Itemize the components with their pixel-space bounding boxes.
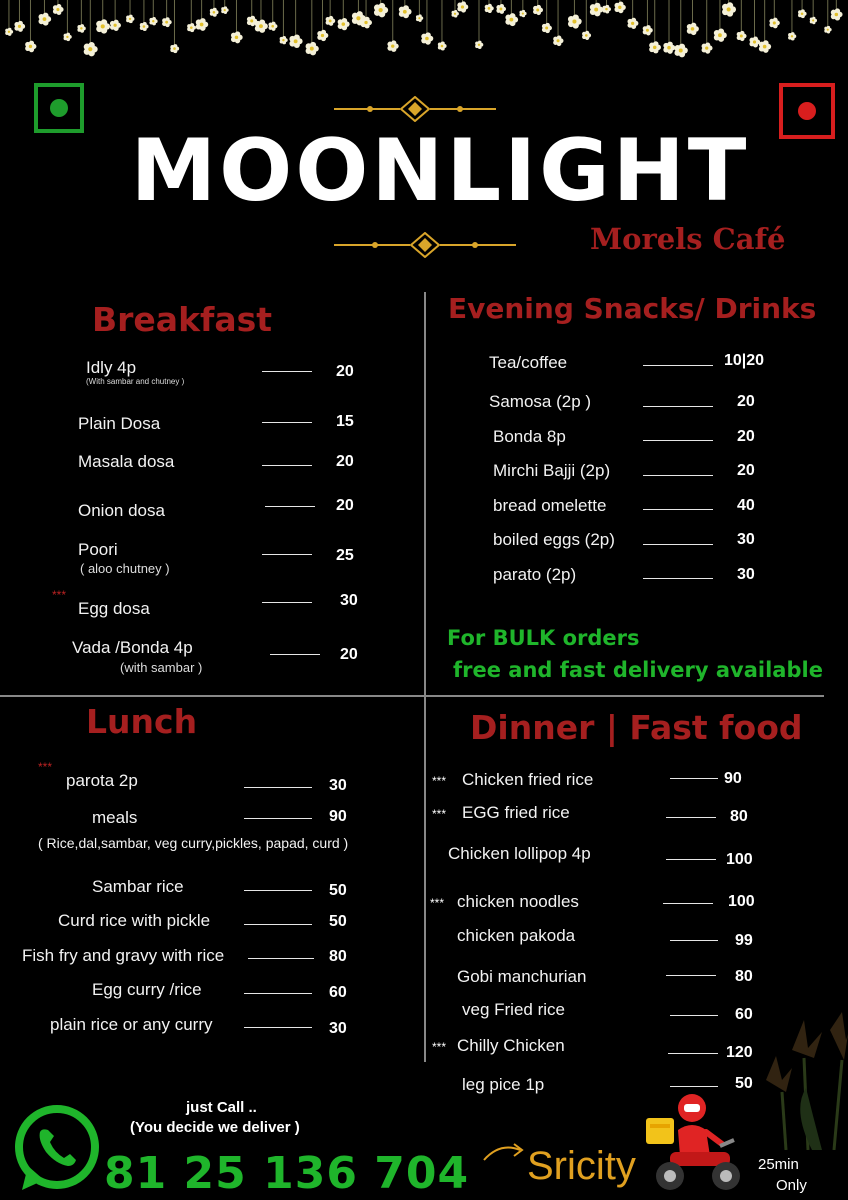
menu-item-price: 30 — [329, 1020, 347, 1037]
menu-item-price: 20 — [336, 497, 354, 514]
arrow-icon — [482, 1140, 526, 1164]
menu-item-name: Fish fry and gravy with rice — [22, 946, 225, 965]
call-tagline: (You decide we deliver ) — [130, 1119, 300, 1136]
price-leader — [643, 440, 713, 441]
menu-item-name: Chilly Chicken — [457, 1036, 565, 1055]
flower-decoration — [752, 1010, 848, 1150]
menu-item-price: 20 — [737, 393, 755, 410]
price-leader — [643, 509, 713, 510]
menu-item-name: Chicken fried rice — [462, 770, 594, 789]
menu-item-name: Onion dosa — [78, 501, 165, 520]
snacks-heading: Evening Snacks/ Drinks — [448, 292, 817, 325]
price-leader — [270, 654, 320, 655]
cafe-subtitle: Morels Café — [590, 222, 786, 256]
delivery-time: 25min — [758, 1156, 799, 1173]
menu-item-price: 100 — [728, 893, 755, 910]
dinner-heading: Dinner | Fast food — [470, 708, 803, 747]
menu-item-price: 30 — [737, 531, 755, 548]
section-divider — [0, 695, 824, 697]
menu-item-note: (with sambar ) — [120, 660, 203, 675]
meals-description: ( Rice,dal,sambar, veg curry,pickles, papad, curd ) — [38, 835, 349, 851]
menu-item-name: veg Fried rice — [462, 1000, 565, 1019]
menu-item-name: meals — [92, 808, 138, 827]
menu-item-price: 50 — [329, 913, 347, 930]
special-mark: *** — [432, 774, 447, 788]
menu-item-price: 20 — [737, 428, 755, 445]
special-mark: *** — [430, 896, 445, 910]
menu-item-price: 30 — [737, 566, 755, 583]
bulk-orders-line2: free and fast delivery available — [453, 658, 823, 682]
menu-item-price: 20 — [336, 453, 354, 470]
price-leader — [244, 924, 312, 925]
menu-item-price: 99 — [735, 932, 753, 949]
menu-item-name: Poori — [78, 540, 118, 559]
special-mark: *** — [38, 760, 53, 774]
price-leader — [643, 406, 713, 407]
price-leader — [244, 787, 312, 788]
column-divider — [424, 292, 426, 1062]
menu-item-price: 80 — [735, 968, 753, 985]
price-leader — [643, 365, 713, 366]
menu-item-name: plain rice or any curry — [50, 1015, 213, 1034]
menu-item-price: 100 — [726, 851, 753, 868]
menu-item-price: 60 — [735, 1006, 753, 1023]
menu-item-name: bread omelette — [493, 496, 607, 515]
price-leader — [643, 544, 713, 545]
menu-item-note: ( aloo chutney ) — [80, 561, 170, 576]
menu-item-price: 10|20 — [724, 352, 765, 369]
price-leader — [262, 465, 312, 466]
price-leader — [262, 602, 312, 603]
menu-item-name: Mirchi Bajji (2p) — [493, 461, 611, 480]
cafe-title: MOONLIGHT — [130, 121, 750, 221]
lunch-heading: Lunch — [86, 702, 198, 741]
menu-item-name: Idly 4p — [86, 358, 137, 377]
menu-item-price: 90 — [724, 770, 742, 787]
menu-item-price: 90 — [329, 808, 347, 825]
menu-item-price: 50 — [329, 882, 347, 899]
menu-item-name: chicken pakoda — [457, 926, 576, 945]
price-leader — [262, 422, 312, 423]
menu-item-price: 50 — [735, 1075, 753, 1092]
menu-item-name: Tea/coffee — [489, 353, 568, 372]
special-mark: *** — [52, 588, 67, 602]
menu-item-price: 20 — [336, 363, 354, 380]
menu-item-price: 20 — [340, 646, 358, 663]
delivery-scooter-icon — [640, 1090, 750, 1195]
menu-item-price: 120 — [726, 1044, 753, 1061]
menu-item-name: Samosa (2p ) — [489, 392, 592, 411]
price-leader — [643, 475, 713, 476]
menu-item-name: chicken noodles — [457, 892, 579, 911]
price-leader — [666, 817, 716, 818]
price-leader — [663, 903, 713, 904]
menu-item-name: parota 2p — [66, 771, 138, 790]
price-leader — [666, 859, 716, 860]
menu-item-name: Vada /Bonda 4p — [72, 638, 193, 657]
price-leader — [668, 1053, 718, 1054]
menu-item-price: 60 — [329, 984, 347, 1001]
price-leader — [244, 1027, 312, 1028]
price-leader — [265, 506, 315, 507]
menu-item-name: Gobi manchurian — [457, 967, 587, 986]
menu-item-name: Curd rice with pickle — [58, 911, 211, 930]
breakfast-heading: Breakfast — [92, 300, 273, 339]
price-leader — [262, 371, 312, 372]
menu-item-price: 25 — [336, 547, 354, 564]
location-brand: Sricity — [527, 1144, 636, 1188]
price-leader — [244, 818, 312, 819]
price-leader — [244, 890, 312, 891]
menu-item-name: Egg dosa — [78, 599, 150, 618]
menu-item-price: 15 — [336, 413, 354, 430]
veg-mark-icon — [34, 83, 84, 133]
menu-item-price: 40 — [737, 497, 755, 514]
price-leader — [670, 940, 718, 941]
menu-item-name: parato (2p) — [493, 565, 577, 584]
delivery-time-note: Only — [776, 1177, 807, 1194]
price-leader — [666, 975, 716, 976]
price-leader — [248, 958, 314, 959]
menu-item-name: Sambar rice — [92, 877, 184, 896]
price-leader — [670, 778, 718, 779]
menu-item-name: Egg curry /rice — [92, 980, 202, 999]
menu-item-price: 30 — [329, 777, 347, 794]
phone-number[interactable]: 81 25 136 704 — [104, 1148, 470, 1199]
menu-item-name: Bonda 8p — [493, 427, 566, 446]
menu-item-name: boiled eggs (2p) — [493, 530, 615, 549]
menu-item-price: 20 — [737, 462, 755, 479]
ornament-bottom — [330, 232, 520, 258]
price-leader — [643, 578, 713, 579]
call-prompt: just Call .. — [186, 1099, 257, 1116]
price-leader — [670, 1086, 718, 1087]
price-leader — [262, 554, 312, 555]
menu-item-name: leg pice 1p — [462, 1075, 545, 1094]
special-mark: *** — [432, 1040, 447, 1054]
menu-item-name: Masala dosa — [78, 452, 175, 471]
menu-item-price: 80 — [730, 808, 748, 825]
menu-item-name: Plain Dosa — [78, 414, 161, 433]
menu-item-note: (With sambar and chutney ) — [86, 377, 185, 386]
menu-item-price: 80 — [329, 948, 347, 965]
price-leader — [670, 1015, 718, 1016]
menu-item-name: Chicken lollipop 4p — [448, 844, 591, 863]
menu-item-price: 30 — [340, 592, 358, 609]
whatsapp-icon — [10, 1102, 104, 1196]
ornament-top — [330, 96, 500, 122]
flower-garland-decoration — [0, 0, 848, 60]
bulk-orders-line1: For BULK orders — [447, 626, 640, 650]
price-leader — [244, 993, 312, 994]
special-mark: *** — [432, 807, 447, 821]
menu-item-name: EGG fried rice — [462, 803, 570, 822]
